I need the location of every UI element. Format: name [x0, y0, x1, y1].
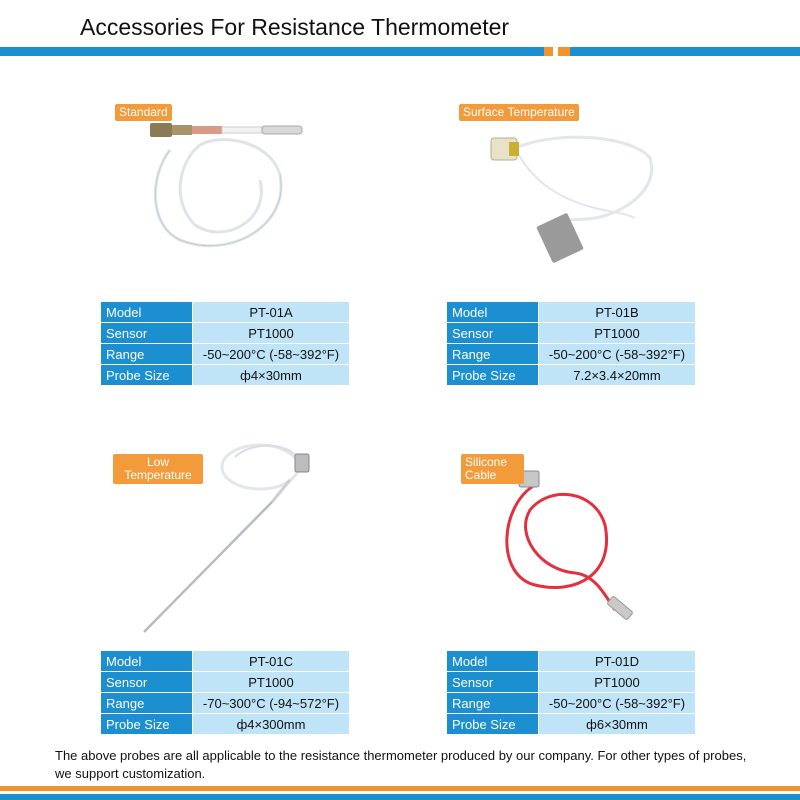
table-row [447, 365, 696, 386]
product-tag-line: Temperature [124, 468, 192, 482]
spec-key: Probe Size [101, 714, 193, 735]
spec-value: PT1000 [193, 323, 350, 344]
table-row [447, 672, 696, 693]
spec-table-pt-01d [446, 650, 696, 735]
table-row [447, 323, 696, 344]
spec-key: Model [447, 302, 539, 323]
spec-value: -50~200°C (-58~392°F) [539, 693, 696, 714]
probe-image-silicone-cable [495, 465, 645, 625]
spec-key: Range [447, 344, 539, 365]
spec-key: Probe Size [101, 365, 193, 386]
table-row [101, 651, 350, 672]
product-tag-silicone-cable [461, 454, 524, 484]
table-row [447, 693, 696, 714]
spec-key: Range [447, 693, 539, 714]
spec-key: Model [447, 651, 539, 672]
header-divider [0, 47, 800, 56]
table-row [101, 672, 350, 693]
table-row [101, 365, 350, 386]
spec-key: Model [101, 651, 193, 672]
probe-image-standard [140, 115, 320, 250]
spec-table-pt-01b [446, 301, 696, 386]
product-tag-line: Low [146, 455, 169, 469]
spec-value: PT-01B [539, 302, 696, 323]
spec-value: -50~200°C (-58~392°F) [193, 344, 350, 365]
spec-value: 7.2×3.4×20mm [539, 365, 696, 386]
spec-value: PT1000 [193, 672, 350, 693]
table-row [447, 302, 696, 323]
product-tag-low-temperature [113, 454, 203, 484]
spec-value: ф4×300mm [193, 714, 350, 735]
table-row [101, 302, 350, 323]
spec-table-pt-01c [100, 650, 350, 735]
spec-value: PT1000 [539, 323, 696, 344]
spec-table-pt-01a [100, 301, 350, 386]
spec-key: Range [101, 344, 193, 365]
spec-value: PT1000 [539, 672, 696, 693]
spec-key: Probe Size [447, 365, 539, 386]
product-tag-surface: Surface Temperature [459, 104, 579, 121]
table-row [447, 651, 696, 672]
spec-key: Sensor [447, 323, 539, 344]
table-row [101, 693, 350, 714]
spec-key: Sensor [447, 672, 539, 693]
spec-value: PT-01D [539, 651, 696, 672]
footer-note: The above probes are all applicable to the resistance thermometer produced by our company. For other types of probes, we support customization. [55, 748, 747, 781]
spec-value: -70~300°C (-94~572°F) [193, 693, 350, 714]
spec-key: Range [101, 693, 193, 714]
product-tag-line: Silicone [465, 455, 508, 469]
page-title: Accessories For Resistance Thermometer [80, 14, 510, 40]
spec-key: Probe Size [447, 714, 539, 735]
spec-key: Sensor [101, 323, 193, 344]
spec-value: PT-01A [193, 302, 350, 323]
spec-key: Sensor [101, 672, 193, 693]
table-row [101, 344, 350, 365]
spec-key: Model [101, 302, 193, 323]
product-tag-line: Cable [465, 468, 497, 482]
footer-divider [0, 786, 800, 800]
table-row [101, 714, 350, 735]
table-row [447, 714, 696, 735]
table-row [101, 323, 350, 344]
spec-value: ф6×30mm [539, 714, 696, 735]
probe-image-surface [485, 118, 660, 263]
product-tag-standard: Standard [115, 104, 172, 121]
spec-value: PT-01C [193, 651, 350, 672]
spec-value: ф4×30mm [193, 365, 350, 386]
table-row [447, 344, 696, 365]
spec-value: -50~200°C (-58~392°F) [539, 344, 696, 365]
